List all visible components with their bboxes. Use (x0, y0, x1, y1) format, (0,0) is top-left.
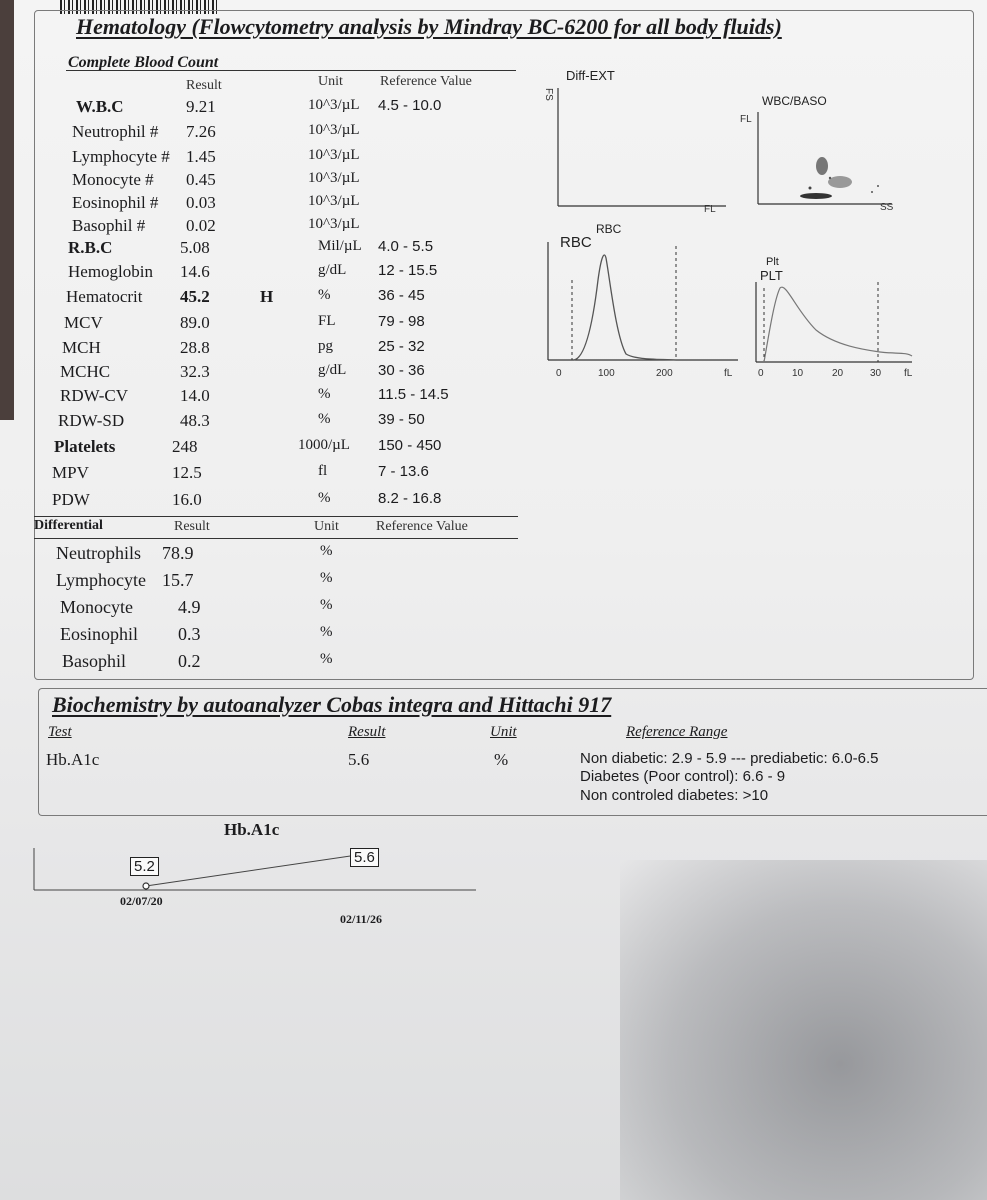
diff-ext-scatter (540, 80, 730, 215)
background-edge (0, 0, 14, 420)
diff-row-name: Neutrophils (56, 543, 141, 563)
cbc-row-name: Lymphocyte # (72, 147, 170, 166)
diff-row-name: Lymphocyte (56, 570, 146, 590)
cbc-row-name: MPV (52, 463, 89, 482)
cbc-row-result: 248 (172, 437, 198, 456)
cbc-row-name: RDW-CV (60, 386, 128, 405)
plt-histogram (756, 280, 916, 380)
diff-header: Differential (34, 518, 103, 533)
cbc-row-unit: % (318, 287, 331, 303)
history-value-1: 5.2 (130, 857, 159, 876)
cbc-row-name: W.B.C (76, 97, 124, 116)
bio-ref-line-2: Diabetes (Poor control): 6.6 - 9 (580, 768, 786, 785)
diff-ext-x-label: FL (704, 204, 716, 215)
cbc-row-ref: 150 - 450 (378, 437, 442, 454)
cbc-row-ref: 7 - 13.6 (378, 463, 429, 480)
bio-col-ref: Reference Range (626, 724, 728, 740)
cbc-row-result: 0.02 (186, 216, 216, 235)
hematology-title: Hematology (Flowcytometry analysis by Mindray BC-6200 for all body fluids) (76, 14, 782, 39)
rbc-tick-200: 200 (656, 368, 673, 379)
diff-row-result: 78.9 (162, 543, 194, 563)
cbc-row-name: MCHC (60, 362, 111, 381)
diff-row-result: 15.7 (162, 570, 194, 590)
cbc-row-ref: 8.2 - 16.8 (378, 490, 442, 507)
diff-row-unit: % (320, 597, 333, 613)
cbc-col-ref: Reference Value (380, 74, 472, 89)
plt-tick-0: 0 (758, 368, 764, 379)
cbc-row-unit: g/dL (318, 262, 347, 278)
bio-col-test: Test (48, 724, 72, 740)
history-title: Hb.A1c (224, 820, 280, 839)
bio-result: 5.6 (348, 750, 370, 769)
cbc-row-ref: 4.5 - 10.0 (378, 97, 442, 114)
plt-tick-fl: fL (904, 368, 913, 379)
bio-col-result: Result (348, 724, 386, 740)
cbc-row-result: 48.3 (180, 411, 210, 430)
plt-tick-30: 30 (870, 368, 882, 379)
cbc-row-name: MCH (62, 338, 101, 357)
cbc-row-ref: 25 - 32 (378, 338, 425, 355)
cbc-row-unit: 10^3/µL (308, 193, 360, 209)
cbc-row-name: Platelets (54, 437, 116, 456)
plt-tick-10: 10 (792, 368, 804, 379)
bio-test-name: Hb.A1c (46, 750, 100, 769)
cbc-row-ref: 39 - 50 (378, 411, 425, 428)
bio-ref-line-3: Non controled diabetes: >10 (580, 787, 769, 804)
cbc-row-result: 32.3 (180, 362, 210, 381)
wbc-baso-scatter (740, 108, 900, 213)
rbc-hist-label: RBC (560, 234, 592, 251)
history-chart (34, 840, 480, 900)
cbc-row-result: 0.45 (186, 170, 216, 189)
diff-row-name: Eosinophil (60, 624, 139, 644)
diff-row-result: 0.2 (178, 651, 201, 671)
cbc-row-flag: H (260, 287, 274, 306)
cbc-row-result: 7.26 (186, 122, 216, 141)
diff-row-unit: % (320, 570, 333, 586)
cbc-row-name: Hemoglobin (68, 262, 153, 281)
cbc-header-rule (66, 70, 516, 71)
cbc-row-ref: 30 - 36 (378, 362, 425, 379)
photo-shadow (620, 860, 987, 1200)
cbc-row-name: Basophil # (72, 216, 146, 235)
cbc-row-name: Hematocrit (66, 287, 143, 306)
diff-row-result: 4.9 (178, 597, 201, 617)
wbc-baso-x-label: SS (880, 202, 894, 213)
cbc-row-result: 1.45 (186, 147, 216, 166)
biochemistry-title: Biochemistry by autoanalyzer Cobas integra and Hittachi 917 (52, 692, 612, 717)
cbc-row-unit: FL (318, 313, 336, 329)
rbc-histogram (548, 240, 748, 380)
rbc-tick-fl: fL (724, 368, 733, 379)
cbc-row-name: PDW (52, 490, 90, 509)
diff-row-unit: % (320, 543, 333, 559)
history-point-1 (143, 883, 149, 889)
cbc-row-unit: % (318, 386, 331, 402)
cbc-subtitle: Complete Blood Count (68, 54, 219, 71)
diff-col-ref: Reference Value (376, 519, 468, 534)
rbc-tick-100: 100 (598, 368, 615, 379)
history-date-2: 02/11/26 (340, 912, 383, 926)
cbc-row-result: 28.8 (180, 338, 210, 357)
cbc-row-unit: fl (318, 463, 328, 479)
plt-tick-20: 20 (832, 368, 844, 379)
cbc-row-unit: g/dL (318, 362, 347, 378)
diff-ext-title: Diff-EXT (566, 68, 615, 83)
diff-ext-y-label: FS (543, 88, 554, 101)
cbc-row-ref: 11.5 - 14.5 (378, 386, 449, 403)
cbc-row-result: 5.08 (180, 238, 210, 257)
cbc-row-unit: 10^3/µL (308, 216, 360, 232)
cbc-row-result: 45.2 (180, 287, 210, 306)
cbc-row-name: MCV (64, 313, 103, 332)
plt-hist-title: Plt (766, 256, 779, 268)
bio-unit: % (494, 750, 509, 769)
cbc-row-unit: 10^3/µL (308, 147, 360, 163)
diff-row-unit: % (320, 651, 333, 667)
diff-col-result: Result (174, 519, 210, 534)
cbc-row-result: 9.21 (186, 97, 216, 116)
wbc-baso-y-label: FL (740, 114, 752, 125)
cbc-row-unit: pg (318, 338, 333, 354)
cbc-row-result: 14.6 (180, 262, 210, 281)
cbc-row-name: Neutrophil # (72, 122, 159, 141)
history-value-2: 5.6 (350, 848, 379, 867)
rbc-tick-0: 0 (556, 368, 562, 379)
diff-row-result: 0.3 (178, 624, 201, 644)
bio-ref-line-1: Non diabetic: 2.9 - 5.9 --- prediabetic: 6.0-6.5 (580, 750, 879, 767)
cbc-row-unit: 10^3/µL (308, 170, 360, 186)
cbc-row-name: RDW-SD (58, 411, 125, 430)
rbc-hist-title: RBC (596, 222, 622, 236)
diff-row-unit: % (320, 624, 333, 640)
cbc-row-name: Eosinophil # (72, 193, 159, 212)
cbc-row-ref: 4.0 - 5.5 (378, 238, 434, 255)
cbc-col-unit: Unit (318, 74, 343, 89)
cbc-row-unit: 1000/µL (298, 437, 350, 453)
cbc-row-ref: 79 - 98 (378, 313, 425, 330)
cbc-row-result: 0.03 (186, 193, 216, 212)
cbc-row-result: 89.0 (180, 313, 210, 332)
diff-col-unit: Unit (314, 519, 339, 534)
diff-bottom-rule (34, 538, 518, 539)
cbc-row-name: R.B.C (68, 238, 113, 257)
cbc-row-unit: 10^3/µL (308, 122, 360, 138)
cbc-row-name: Monocyte # (72, 170, 154, 189)
cbc-row-ref: 12 - 15.5 (378, 262, 438, 279)
wbc-baso-title: WBC/BASO (762, 94, 827, 108)
diff-row-name: Monocyte (60, 597, 133, 617)
cbc-row-unit: % (318, 490, 331, 506)
diff-row-name: Basophil (62, 651, 127, 671)
cbc-col-result: Result (186, 78, 222, 93)
bio-col-unit: Unit (490, 724, 517, 740)
cbc-row-result: 14.0 (180, 386, 210, 405)
cbc-row-ref: 36 - 45 (378, 287, 425, 304)
cbc-row-unit: % (318, 411, 331, 427)
cbc-row-unit: 10^3/µL (308, 97, 360, 113)
history-date-1: 02/07/20 (120, 894, 163, 908)
cbc-row-result: 12.5 (172, 463, 202, 482)
plt-hist-label: PLT (760, 268, 783, 283)
diff-top-rule (34, 516, 518, 517)
cbc-row-result: 16.0 (172, 490, 202, 509)
cbc-row-unit: Mil/µL (318, 238, 362, 254)
